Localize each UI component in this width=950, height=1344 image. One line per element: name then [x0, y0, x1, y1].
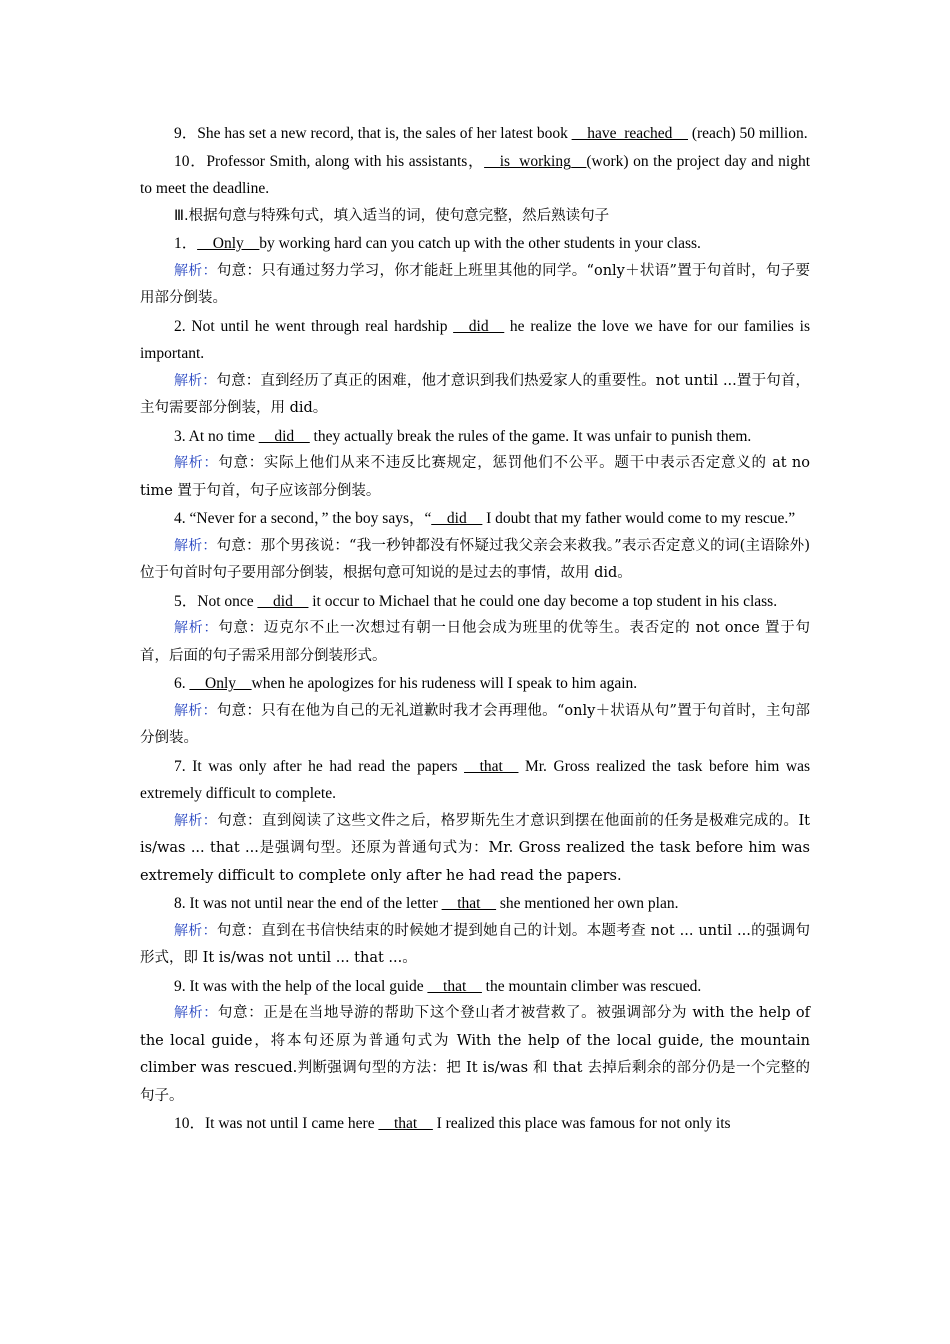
- question-text: 8. It was not until near the end of the letter: [174, 895, 442, 912]
- answer-blank: __Only__: [189, 675, 252, 692]
- explanation-line: [140, 1000, 810, 1110]
- explanation-line: [140, 258, 810, 313]
- question-line: [140, 753, 810, 808]
- question-line: [140, 423, 810, 451]
- explanation-line: [140, 808, 810, 891]
- answer-blank: __that__: [427, 977, 482, 995]
- explanation-line: [140, 533, 810, 588]
- question-text: 3. At no time: [174, 427, 259, 445]
- question-line: [140, 670, 810, 698]
- question-10-line: [140, 148, 810, 203]
- question-9-line: [140, 120, 810, 148]
- question-text: 9．She has set a new record, that is, the sales of her latest book: [174, 125, 572, 142]
- explanation-label: 解析：: [174, 262, 217, 279]
- answer-blank: __that__: [441, 895, 496, 912]
- explanation-label: 解析：: [174, 537, 217, 554]
- question-line: [140, 313, 810, 368]
- explanation-label: 解析：: [174, 812, 218, 829]
- question-text: she mentioned her own plan.: [495, 895, 679, 912]
- question-text: he realize the love we have for our families is important.: [140, 317, 810, 362]
- document-page: [140, 120, 810, 1138]
- explanation-line: [140, 450, 810, 505]
- explanation-text: 句意：正是在当地导游的帮助下这个登山者才被营救了。被强调部分为 with the help of the local guide，将本句还原为普通句式为 With the help of the local guide, the mountain climber was rescued.判断强调句型的方法：把 It is/was 和 that 去掉后剩余的部分仍是一个完整的句子。: [140, 1005, 811, 1104]
- question-line: [140, 588, 810, 616]
- question-text: 10．Professor Smith, along with his assistants，: [174, 152, 485, 170]
- question-text: it occur to Michael that he could one day become a top student in his class.: [308, 592, 778, 610]
- exercise-items: [140, 230, 810, 1110]
- question-text: 1．: [174, 235, 198, 252]
- explanation-line: [140, 615, 810, 670]
- explanation-text: 句意：直到经历了真正的困难，他才意识到我们热爱家人的重要性。not until ...置于句首，主句需要部分倒装，用 did。: [140, 372, 811, 416]
- explanation-text: 句意：直到阅读了这些文件之后，格罗斯先生才意识到摆在他面前的任务是极难完成的。It is/was ... that ...是强调句型。还原为普通句式为：Mr. Gross realized the task before him was extremely difficult to complete only after he had read the papers.: [140, 812, 810, 884]
- question-text: 2. Not until he went through real hardship: [174, 317, 454, 335]
- question-text: 10．It was not until I came here: [174, 1115, 379, 1132]
- question-text: the mountain climber was rescued.: [481, 977, 702, 995]
- question-text: 5．Not once: [174, 592, 258, 610]
- answer-blank: __that__: [378, 1115, 433, 1132]
- explanation-text: 句意：迈克尔不止一次想过有朝一日他会成为班里的优等生。表否定的 not once 置于句首，后面的句子需采用部分倒装形式。: [140, 620, 811, 664]
- explanation-label: 解析：: [174, 620, 219, 636]
- explanation-line: [140, 368, 810, 423]
- answer-blank: __did__: [431, 510, 483, 527]
- explanation-text: 句意：直到在书信快结束的时候她才提到她自己的计划。本题考查 not ... until ...的强调句形式，即 It is/was not until ... that ...。: [140, 922, 811, 966]
- section-heading: Ⅲ.根据句意与特殊句式，填入适当的词，使句意完整，然后熟读句子: [174, 207, 610, 224]
- question-line: [140, 890, 810, 918]
- explanation-line: [140, 918, 810, 973]
- question-text: I doubt that my father would come to my rescue.”: [482, 510, 796, 527]
- answer-blank: __that__: [464, 757, 519, 775]
- question-line: [140, 973, 810, 1001]
- explanation-label: 解析：: [174, 922, 217, 939]
- answer-blank: __did__: [453, 317, 505, 335]
- explanation-text: 句意：那个男孩说：“我一秒钟都没有怀疑过我父亲会来救我。”表示否定意义的词(主语除外)位于句首时句子要用部分倒装，根据句意可知说的是过去的事情，故用 did。: [140, 537, 810, 581]
- explanation-text: 句意：只有通过努力学习，你才能赶上班里其他的同学。“only＋状语”置于句首时，句子要用部分倒装。: [140, 262, 810, 306]
- explanation-line: [140, 698, 810, 753]
- answer-blank: __have reached__: [571, 125, 688, 142]
- question-text: when he apologizes for his rudeness will I speak to him again.: [251, 675, 638, 692]
- question-text: (reach) 50 million.: [687, 125, 808, 142]
- question-text: 7. It was only after he had read the papers: [174, 757, 465, 775]
- answer-blank: __Only__: [197, 235, 260, 252]
- question-text: I realized this place was famous for not only its: [432, 1115, 731, 1132]
- question-text: Mr. Gross realized the task before him was extremely difficult to complete.: [140, 757, 810, 802]
- question-10-line: [140, 1110, 810, 1138]
- explanation-label: 解析：: [174, 702, 217, 719]
- answer-blank: __is working__: [484, 152, 587, 170]
- explanation-text: 句意：实际上他们从来不违反比赛规定，惩罚他们不公平。题干中表示否定意义的 at no time 置于句首，句子应该部分倒装。: [140, 455, 810, 499]
- question-line: [140, 230, 810, 258]
- question-text: 4. “Never for a second，” the boy says，“: [174, 510, 432, 527]
- question-text: by working hard can you catch up with the other students in your class.: [259, 235, 701, 252]
- answer-blank: __did__: [257, 592, 309, 610]
- question-line: [140, 505, 810, 533]
- question-text: 6.: [174, 675, 190, 692]
- explanation-label: 解析：: [174, 372, 217, 389]
- question-text: 9. It was with the help of the local guide: [174, 977, 428, 995]
- question-text: (work) on the project day and night to meet the deadline.: [140, 152, 811, 197]
- explanation-text: 句意：只有在他为自己的无礼道歉时我才会再理他。“only＋状语从句”置于句首时，主句部分倒装。: [140, 702, 810, 746]
- answer-blank: __did__: [258, 427, 310, 445]
- explanation-label: 解析：: [174, 455, 219, 471]
- question-text: they actually break the rules of the game. It was unfair to punish them.: [309, 427, 752, 445]
- explanation-label: 解析：: [174, 1005, 218, 1021]
